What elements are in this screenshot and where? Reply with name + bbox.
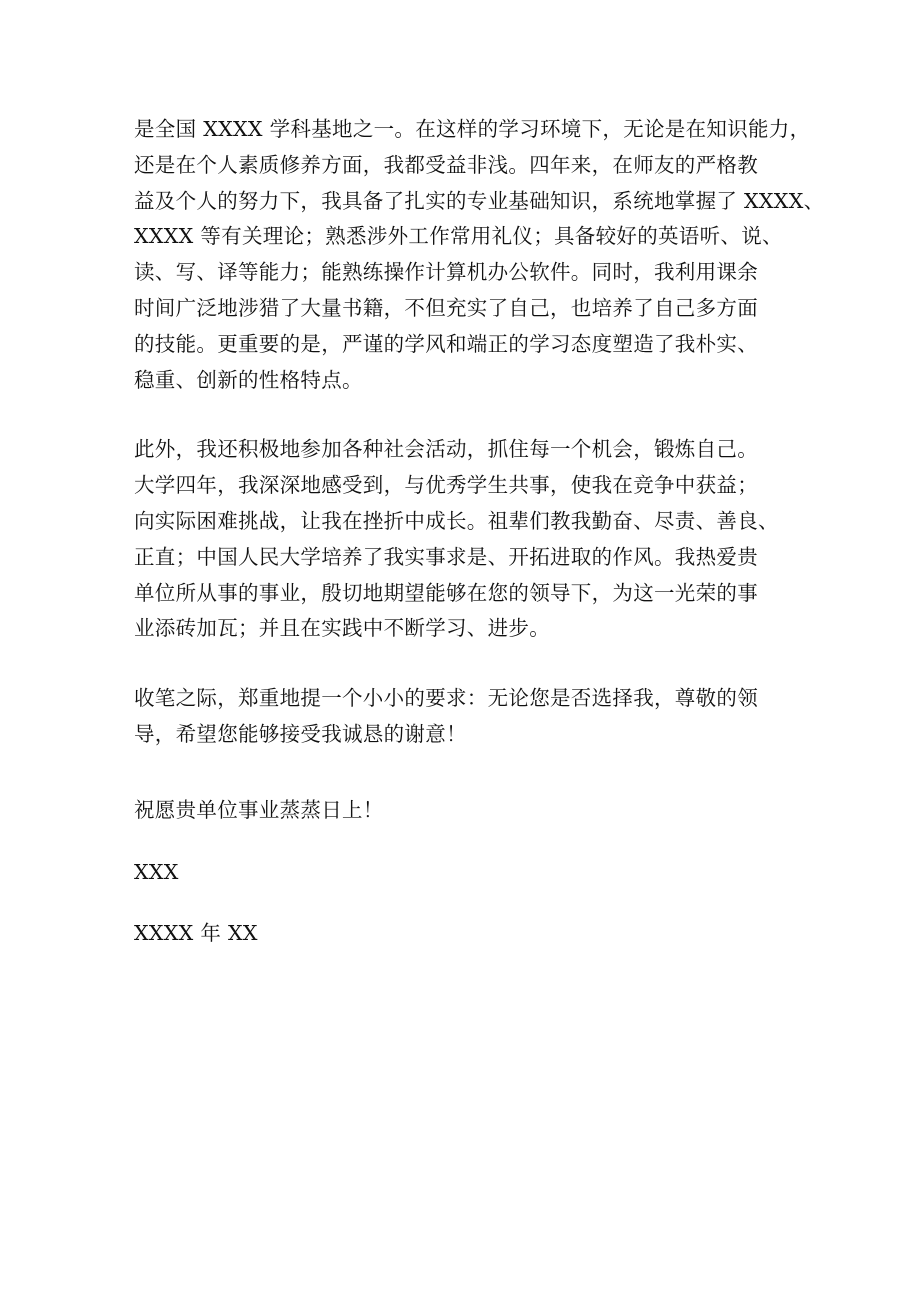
text-line: 向实际困难挑战，让我在挫折中成长。祖辈们教我勤奋、尽责、善良、 — [134, 508, 779, 533]
text-line: 正直；中国人民大学培养了我实事求是、开拓进取的作风。我热爱贵 — [134, 544, 758, 569]
text-line: 大学四年，我深深地感受到，与优秀学生共事，使我在竞争中获益； — [134, 473, 758, 498]
text-line: 还是在个人素质修养方面，我都受益非浅。四年来，在师友的严格教 — [134, 152, 758, 177]
text-line: XXX — [134, 859, 179, 884]
text-line: XXXX 等有关理论；熟悉涉外工作常用礼仪；具备较好的英语听、说、 — [134, 224, 783, 249]
text-line: 益及个人的努力下，我具备了扎实的专业基础知识，系统地掌握了 XXXX、 — [134, 188, 825, 213]
signature-name — [134, 855, 806, 891]
signature-date — [134, 916, 806, 952]
text-line: 的技能。更重要的是，严谨的学风和端正的学习态度塑造了我朴实、 — [134, 331, 758, 356]
text-line: 时间广泛地涉猎了大量书籍，不但充实了自己，也培养了自己多方面 — [134, 295, 758, 320]
text-line: 业添砖加瓦；并且在实践中不断学习、进步。 — [134, 616, 550, 641]
text-line: 读、写、译等能力；能熟练操作计算机办公软件。同时，我利用课余 — [134, 260, 758, 285]
text-line: 此外，我还积极地参加各种社会活动，抓住每一个机会，锻炼自己。 — [134, 437, 758, 462]
text-line: XXXX 年 XX — [134, 921, 258, 946]
paragraph-study — [134, 112, 825, 398]
text-line: 是全国 XXXX 学科基地之一。在这样的学习环境下，无论是在知识能力， — [134, 117, 811, 141]
paragraph-closing-request — [134, 681, 806, 753]
document-page — [134, 112, 825, 952]
text-line: 收笔之际，郑重地提一个小小的要求：无论您是否选择我，尊敬的领 — [134, 686, 758, 711]
text-line: 单位所从事的事业，殷切地期望能够在您的领导下，为这一光荣的事 — [134, 580, 758, 605]
text-line: 稳重、创新的性格特点。 — [134, 367, 363, 392]
text-line: 导，希望您能够接受我诚恳的谢意！ — [134, 721, 467, 746]
text-line: 祝愿贵单位事业蒸蒸日上！ — [134, 797, 384, 822]
paragraph-wishes — [134, 793, 806, 829]
paragraph-activities — [134, 432, 806, 647]
